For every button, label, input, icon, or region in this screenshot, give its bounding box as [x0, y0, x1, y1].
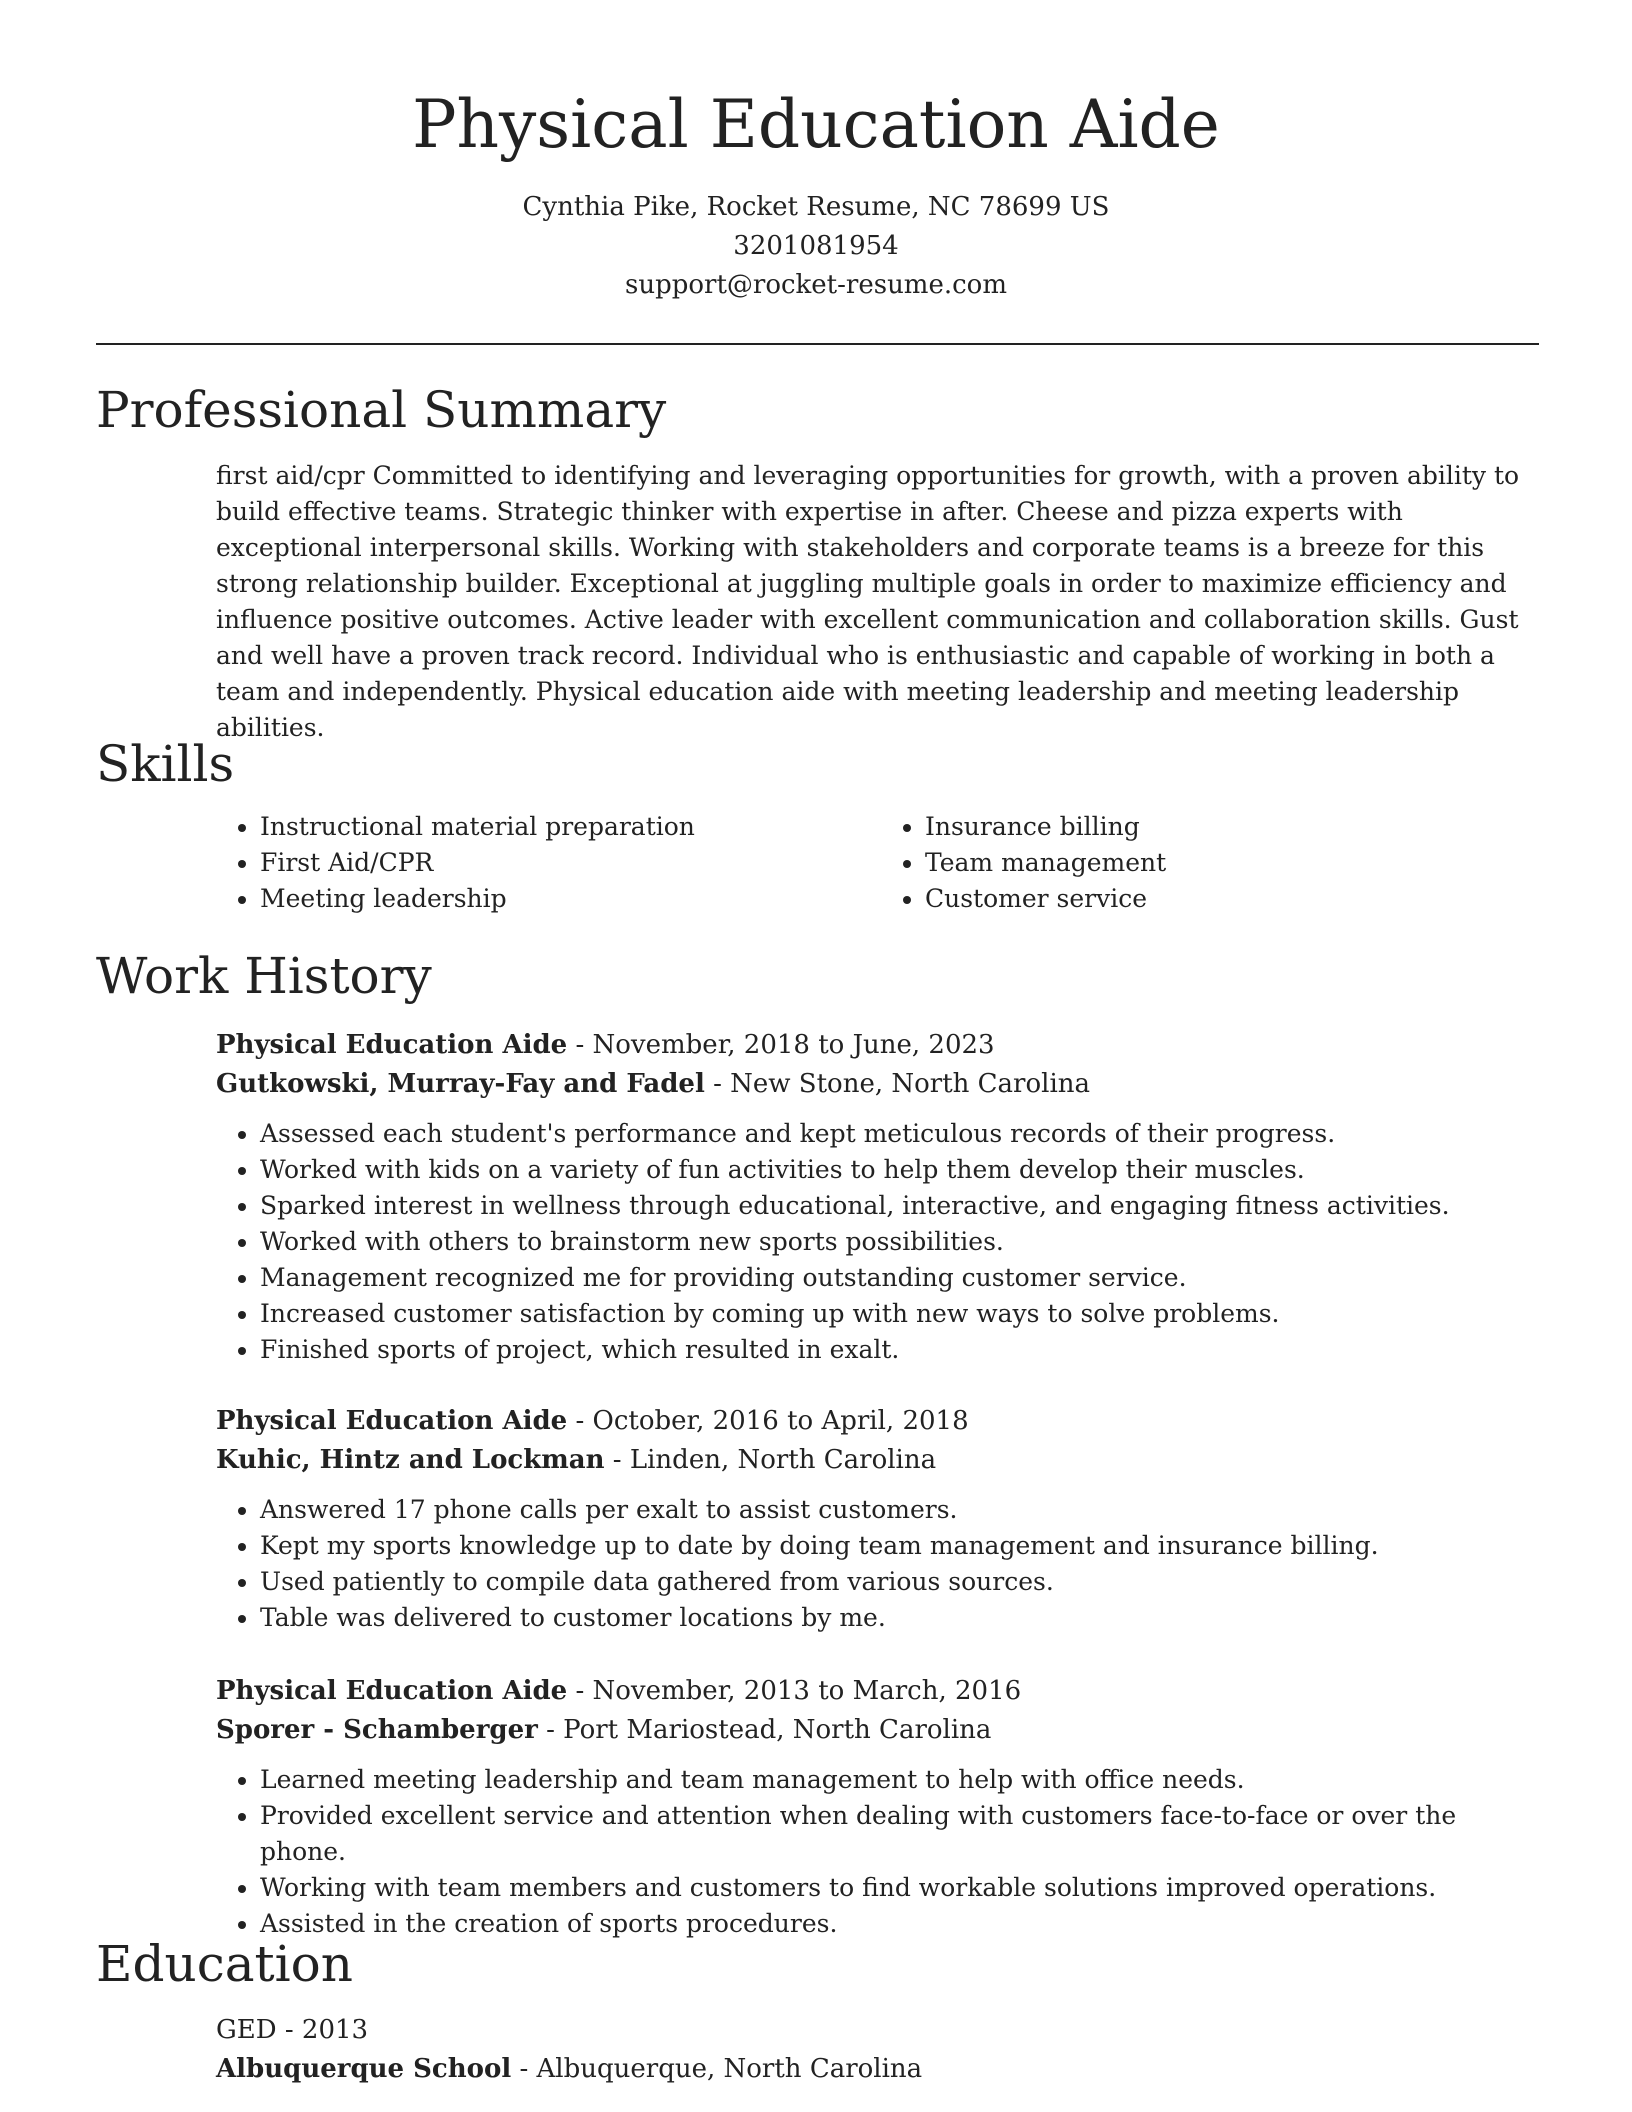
- skill-item: • Meeting leadership: [260, 881, 881, 917]
- skills-list-left: [216, 809, 881, 917]
- job-duty: • Table was delivered to customer locations by me.: [260, 1600, 1546, 1636]
- contact-email: support@rocket-resume.com: [624, 270, 1007, 300]
- job-duty: • Answered 17 phone calls per exalt to assist customers.: [260, 1492, 1546, 1528]
- job-title: Physical Education Aide: [216, 1676, 568, 1706]
- job-title-line: [216, 1402, 1546, 1441]
- contact-block: [0, 188, 1632, 305]
- skills-list-right: [881, 809, 1546, 917]
- job-company: Kuhic, Hintz and Lockman: [216, 1445, 605, 1475]
- contact-phone: 3201081954: [733, 231, 899, 261]
- job-duty: • Learned meeting leadership and team management to help with office needs.: [260, 1762, 1546, 1798]
- job-duty: • Working with team members and customers to find workable solutions improved operations.: [260, 1870, 1546, 1906]
- job-duty: • Assessed each student's performance and kept meticulous records of their progress.: [260, 1116, 1546, 1152]
- skill-item: • Instructional material preparation: [260, 809, 881, 845]
- education-school-line: [216, 2050, 1546, 2089]
- job-company-line: [216, 1065, 1546, 1104]
- work-history-heading: Work History: [96, 947, 432, 1005]
- job-company-line: [216, 1711, 1546, 1750]
- summary-text: first aid/cpr Committed to identifying and leveraging opportunities for growth, with a proven ability to build effective teams. Strategic thinker with expertise in after. Cheese and pizza experts with exceptional interpersonal skills. Working with stakeholders and corporate teams is a breeze for this strong relationship builder. Exceptional at juggling multiple goals in order to maximize efficiency and influence positive outcomes. Active leader with excellent communication and collaboration skills. Gust and well have a proven track record. Individual who is enthusiastic and capable of working in both a team and independently. Physical education aide with meeting leadership and meeting leadership abilities.: [216, 461, 1520, 742]
- job-title-line: [216, 1672, 1546, 1711]
- job-dates: - November, 2013 to March, 2016: [567, 1676, 1022, 1706]
- job-duty: • Sparked interest in wellness through educational, interactive, and engaging fitness activities.: [260, 1188, 1546, 1224]
- job-entry: [216, 1672, 1546, 1942]
- job-dates: - October, 2016 to April, 2018: [567, 1406, 969, 1436]
- resume-title: Physical Education Aide: [412, 86, 1220, 163]
- job-duties-list: [216, 1116, 1546, 1368]
- education-school: Albuquerque School: [216, 2054, 512, 2084]
- job-duty: • Increased customer satisfaction by coming up with new ways to solve problems.: [260, 1296, 1546, 1332]
- job-duty: • Finished sports of project, which resulted in exalt.: [260, 1332, 1546, 1368]
- summary-heading: Professional Summary: [96, 381, 667, 439]
- job-entry: [216, 1402, 1546, 1636]
- job-duty: • Provided excellent service and attention when dealing with customers face-to-face or over the phone.: [260, 1798, 1546, 1870]
- job-location: - Linden, North Carolina: [604, 1445, 937, 1475]
- job-location: - New Stone, North Carolina: [704, 1069, 1091, 1099]
- resume-header: [0, 80, 1632, 305]
- skill-item: • Insurance billing: [925, 809, 1546, 845]
- job-duty: • Kept my sports knowledge up to date by doing team management and insurance billing.: [260, 1528, 1546, 1564]
- job-duty: • Worked with kids on a variety of fun activities to help them develop their muscles.: [260, 1152, 1546, 1188]
- job-company-line: [216, 1441, 1546, 1480]
- skill-item: • Customer service: [925, 881, 1546, 917]
- contact-address: Cynthia Pike, Rocket Resume, NC 78699 US: [522, 192, 1110, 222]
- job-dates: - November, 2018 to June, 2023: [567, 1030, 995, 1060]
- summary-section: [216, 458, 1546, 746]
- job-title: Physical Education Aide: [216, 1030, 568, 1060]
- education-location: - Albuquerque, North Carolina: [511, 2054, 923, 2084]
- skills-heading: Skills: [96, 735, 235, 793]
- skills-section: [216, 809, 1546, 917]
- job-duty: • Assisted in the creation of sports procedures.: [260, 1906, 1546, 1942]
- job-company: Sporer - Schamberger: [216, 1715, 538, 1745]
- skills-grid: [216, 809, 1546, 917]
- skill-item: • First Aid/CPR: [260, 845, 881, 881]
- job-title-line: [216, 1026, 1546, 1065]
- header-divider: [96, 343, 1539, 345]
- education-degree: GED - 2013: [216, 2015, 369, 2045]
- job-duties-list: [216, 1762, 1546, 1942]
- job-duty: • Used patiently to compile data gathered from various sources.: [260, 1564, 1546, 1600]
- job-company: Gutkowski, Murray-Fay and Fadel: [216, 1069, 705, 1099]
- job-title: Physical Education Aide: [216, 1406, 568, 1436]
- skill-item: • Team management: [925, 845, 1546, 881]
- job-location: - Port Mariostead, North Carolina: [537, 1715, 992, 1745]
- education-heading: Education: [96, 1935, 353, 1993]
- education-entry: [216, 2011, 1546, 2089]
- job-duty: • Management recognized me for providing outstanding customer service.: [260, 1260, 1546, 1296]
- job-duties-list: [216, 1492, 1546, 1636]
- job-entry: [216, 1026, 1546, 1368]
- job-duty: • Worked with others to brainstorm new sports possibilities.: [260, 1224, 1546, 1260]
